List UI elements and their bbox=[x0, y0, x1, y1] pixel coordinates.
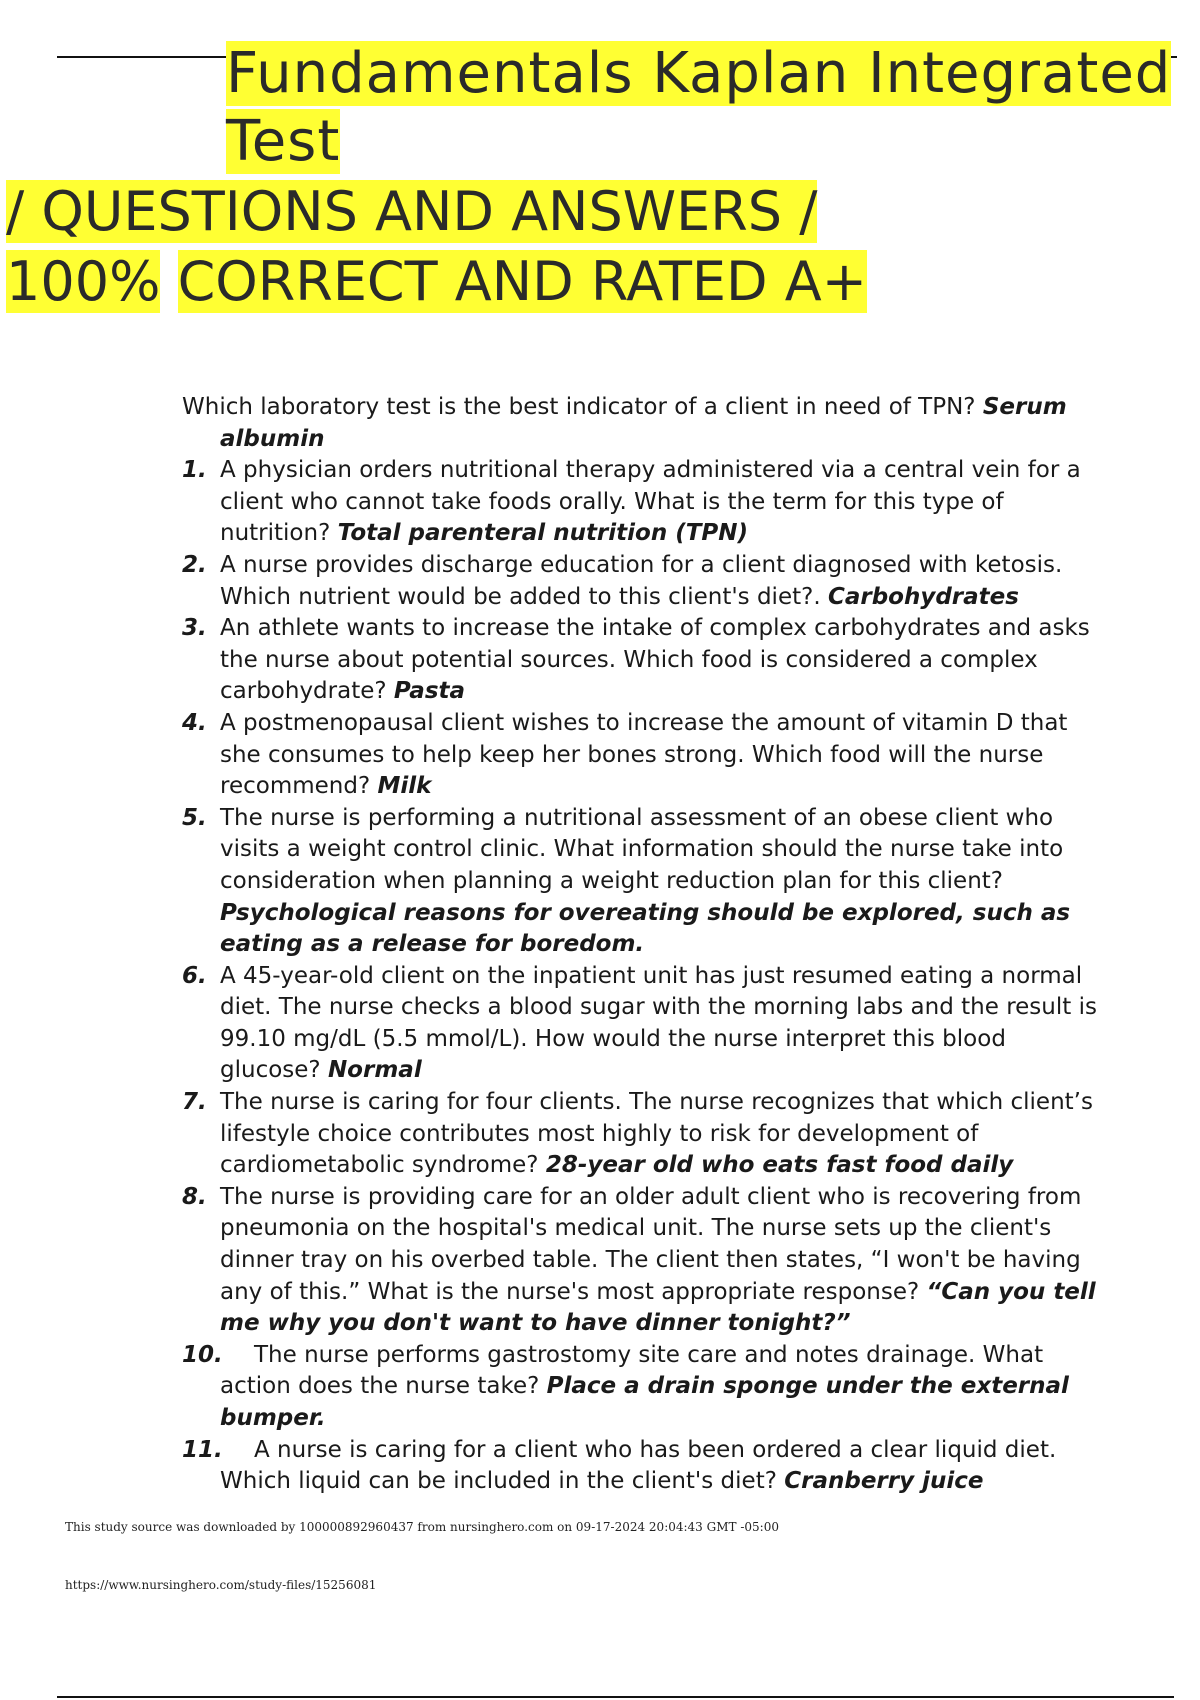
answer-text: Cranberry juice bbox=[784, 1468, 984, 1495]
answer-text: Place a drain sponge under the external bumper. bbox=[220, 1373, 1069, 1431]
answer-text: Serum albumin bbox=[220, 394, 1067, 452]
document-title-continued: Test bbox=[226, 109, 341, 174]
answer-text: “Can you tell me why you don't want to have dinner tonight?” bbox=[220, 1278, 1096, 1337]
answer-text: Normal bbox=[327, 1057, 422, 1084]
item-number: 7. bbox=[182, 1089, 207, 1116]
question-item bbox=[182, 803, 1097, 961]
intro-question bbox=[182, 392, 1097, 455]
document-title: Fundamentals Kaplan Integrated bbox=[226, 41, 1172, 106]
question-text: Which laboratory test is the best indicator of a client in need of TPN? bbox=[182, 394, 976, 420]
answer-text: Pasta bbox=[393, 678, 466, 705]
question-item bbox=[182, 1435, 1097, 1498]
document-subtitle-rating: 100% CORRECT AND RATED A+ bbox=[6, 250, 867, 313]
answer-text: Carbohydrates bbox=[827, 583, 1019, 610]
question-item bbox=[182, 1087, 1097, 1182]
question-text: A 45-year-old client on the inpatient unit has just resumed eating a normal diet. The nurse checks a blood sugar with the morning labs and the result is 99.10 mg/dL (5.5 mmol/L). How would the nurse interpret this blood glucose? bbox=[220, 962, 1097, 1084]
item-number: 6. bbox=[182, 962, 207, 989]
item-number: 10. bbox=[182, 1341, 223, 1368]
question-answer-list bbox=[182, 392, 1097, 1498]
question-text: The nurse is providing care for an older adult client who is recovering from pneumonia on the hospital's medical unit. The nurse sets up the client's dinner tray on his overbed table. The client then states, “I won't be having any of this.” What is the nurse's most appropriate response? bbox=[220, 1183, 1082, 1305]
item-number: 8. bbox=[182, 1183, 207, 1210]
answer-text: 28-year old who eats fast food daily bbox=[545, 1152, 1014, 1179]
item-number: 2. bbox=[182, 551, 207, 578]
question-item bbox=[182, 550, 1097, 613]
header-rule-left bbox=[57, 56, 227, 58]
question-item bbox=[182, 455, 1097, 550]
answer-text: Milk bbox=[377, 773, 432, 800]
item-number: 5. bbox=[182, 804, 207, 831]
question-text: The nurse performs gastrostomy site care and notes drainage. What action does the nurse take? bbox=[220, 1341, 1044, 1400]
question-text: A postmenopausal client wishes to increase the amount of vitamin D that she consumes to help keep her bones strong. Which food will the nurse recommend? bbox=[220, 709, 1068, 800]
answer-text: Psychological reasons for overeating should be explored, such as eating as a release for boredom. bbox=[220, 899, 1071, 958]
question-item bbox=[182, 1182, 1097, 1340]
question-item bbox=[182, 613, 1097, 708]
question-text: A physician orders nutritional therapy administered via a central vein for a client who cannot take foods orally. What is the term for this type of nutrition? bbox=[220, 457, 1081, 547]
question-text: A nurse is caring for a client who has been ordered a clear liquid diet. Which liquid can be included in the client's diet? bbox=[220, 1436, 1057, 1495]
question-text: The nurse is caring for four clients. The nurse recognizes that which client’s lifestyle choice contributes most highly to risk for development of cardiometabolic syndrome? bbox=[220, 1089, 1093, 1179]
question-text: The nurse is performing a nutritional assessment of an obese client who visits a weight control clinic. What information should the nurse take into consideration when planning a weight reduction plan for this client? bbox=[220, 804, 1064, 894]
question-item bbox=[182, 1340, 1097, 1435]
footer-source-notice: This study source was downloaded by 100000892960437 from nursinghero.com on 09-17-2024 20:04:43 GMT -05:00 bbox=[65, 1520, 779, 1534]
item-number: 4. bbox=[182, 709, 207, 736]
question-text: A nurse provides discharge education for a client diagnosed with ketosis. Which nutrient would be added to this client's diet?. bbox=[220, 551, 1063, 610]
document-subtitle: / QUESTIONS AND ANSWERS / bbox=[6, 180, 818, 243]
footer-rule bbox=[57, 1696, 1174, 1698]
question-item bbox=[182, 961, 1097, 1087]
item-number: 3. bbox=[182, 615, 207, 642]
item-number: 11. bbox=[182, 1436, 223, 1463]
question-text: An athlete wants to increase the intake of complex carbohydrates and asks the nurse about potential sources. Which food is considered a complex carbohydrate? bbox=[220, 615, 1090, 705]
answer-text: Total parenteral nutrition (TPN) bbox=[337, 520, 749, 547]
item-number: 1. bbox=[182, 457, 207, 484]
footer-url: https://www.nursinghero.com/study-files/15256081 bbox=[65, 1578, 377, 1592]
question-item bbox=[182, 708, 1097, 803]
